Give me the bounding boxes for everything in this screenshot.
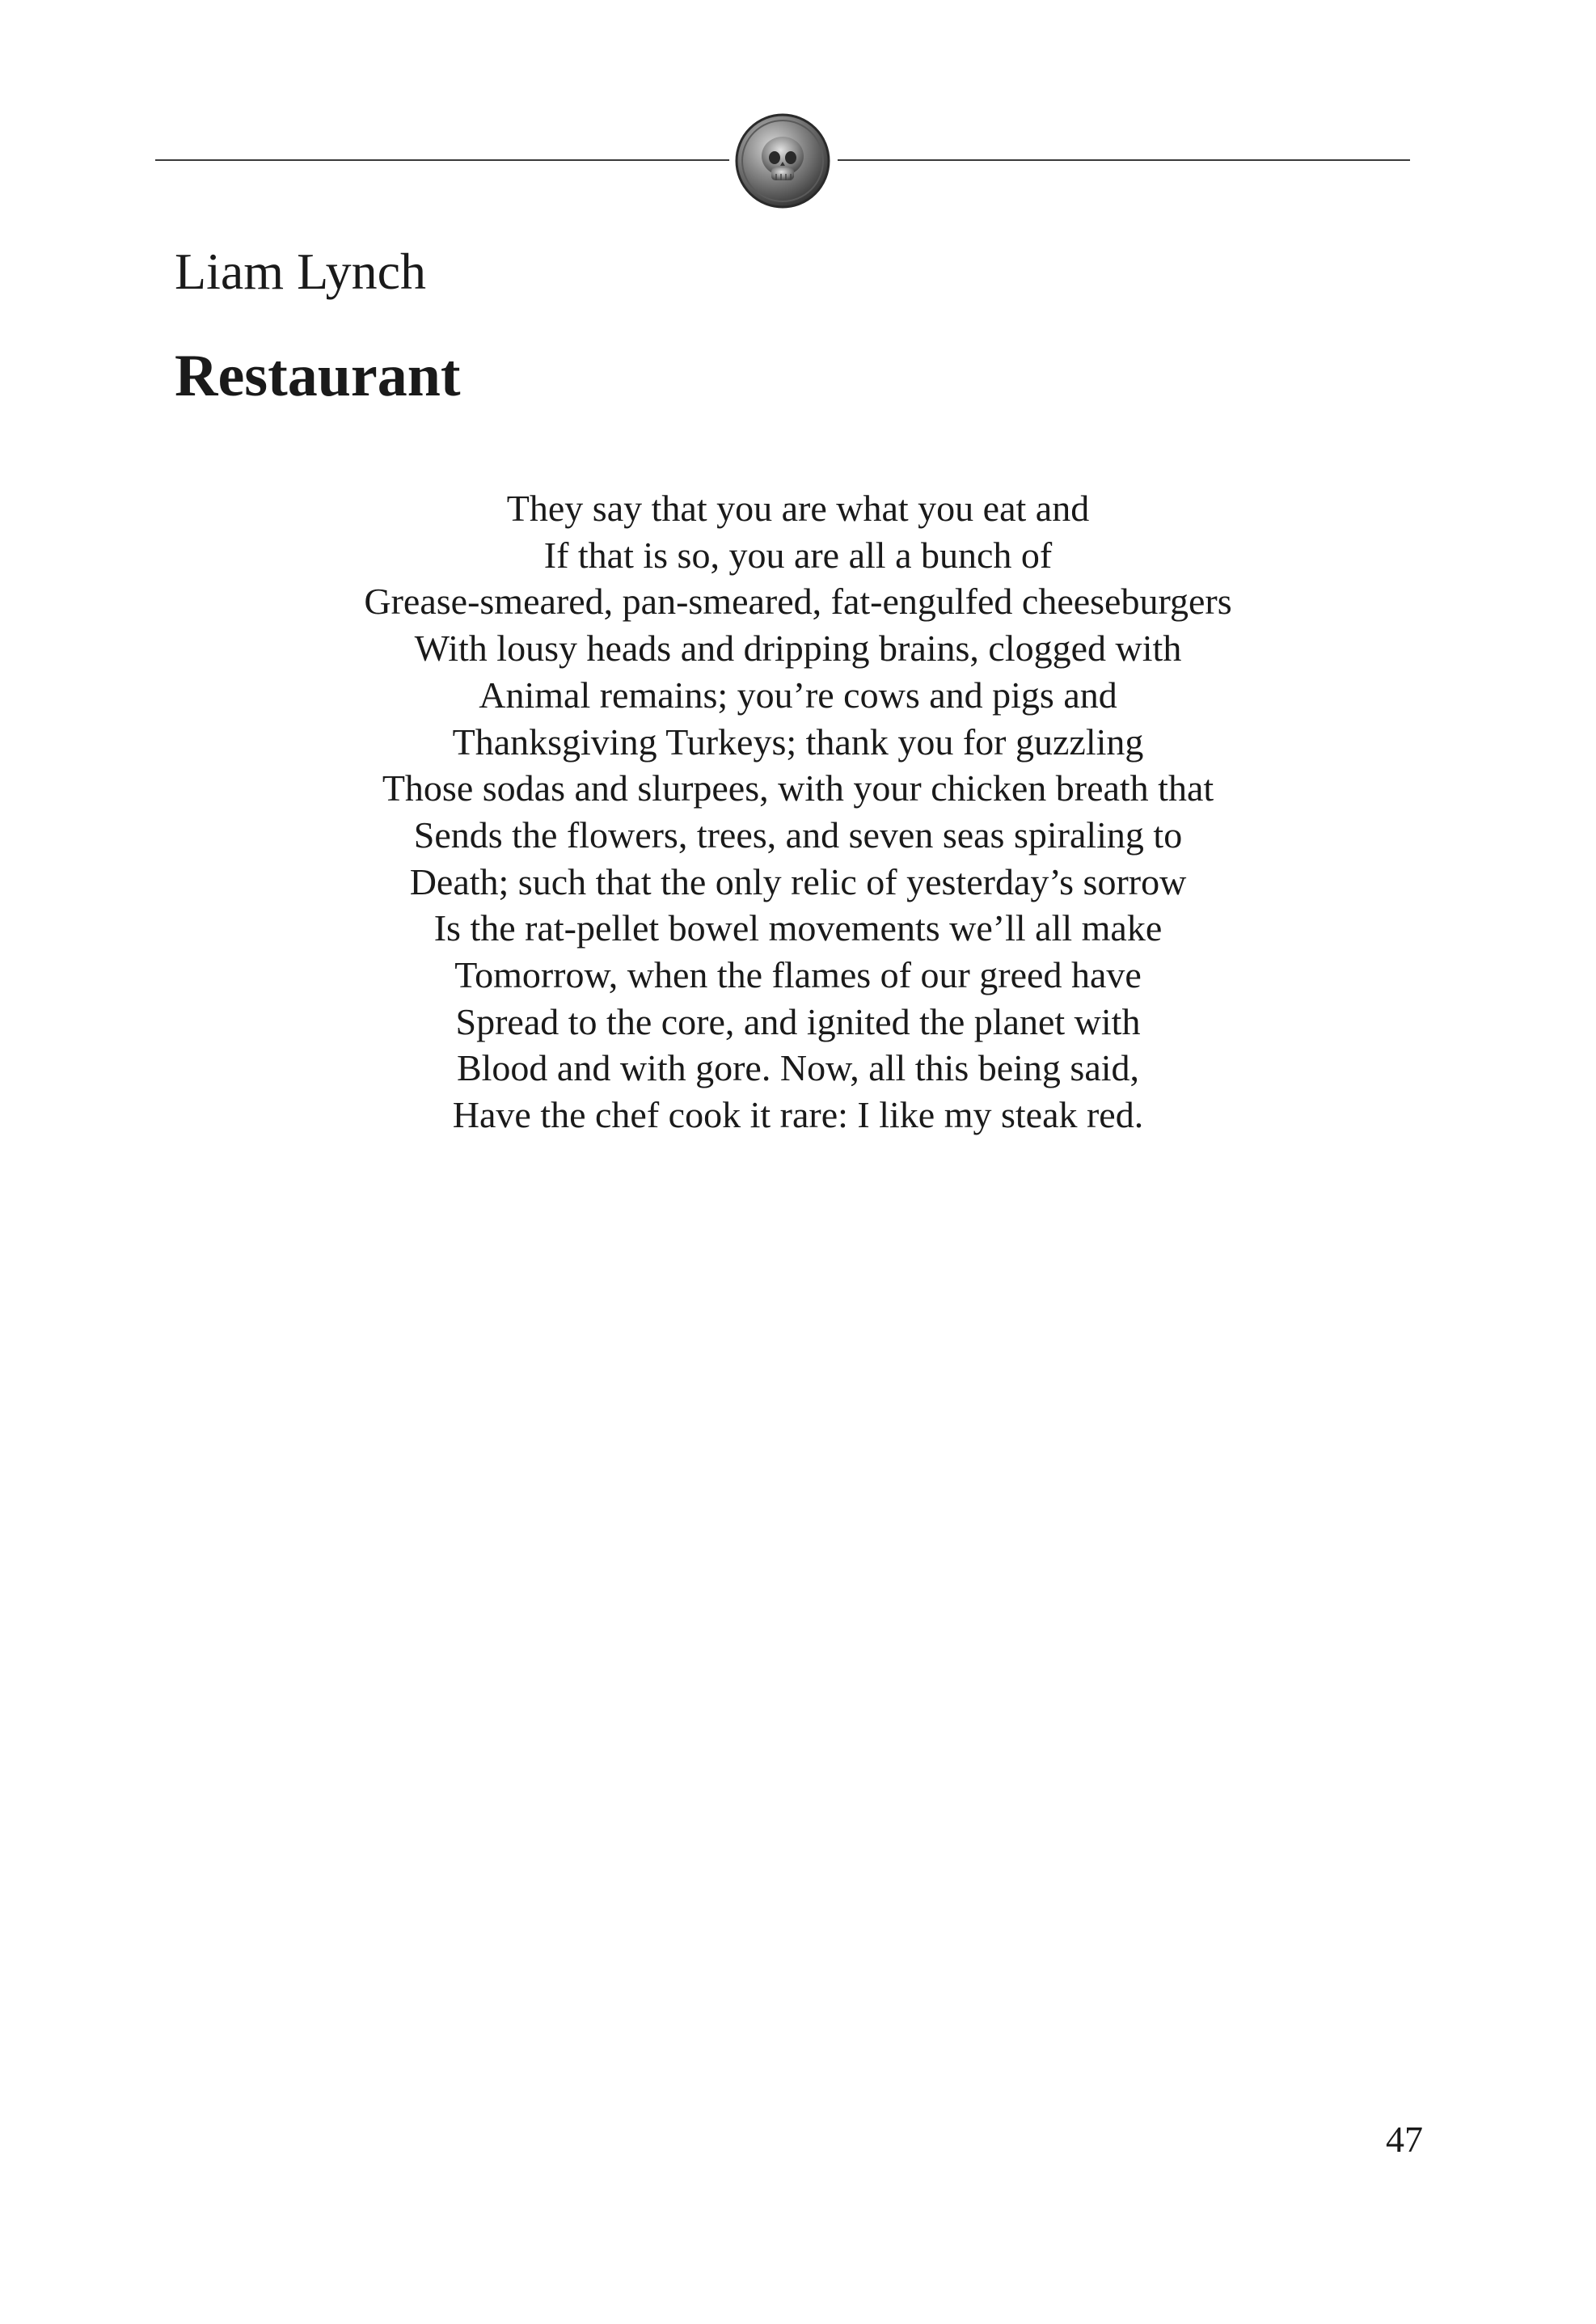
poem-line: With lousy heads and dripping brains, clogged with xyxy=(414,627,1182,670)
poem-line: Grease-smeared, pan-smeared, fat-engulfed cheeseburgers xyxy=(364,581,1232,623)
poem-line: Sends the flowers, trees, and seven seas spiraling to xyxy=(413,813,1183,856)
author-name: Liam Lynch xyxy=(175,243,427,300)
poem-line: Death; such that the only relic of yesterday’s sorrow xyxy=(409,860,1187,902)
poem-line: Spread to the core, and ignited the planet with xyxy=(455,1000,1141,1042)
poem-line: Those sodas and slurpees, with your chicken breath that xyxy=(382,767,1214,809)
poem-line: They say that you are what you eat and xyxy=(506,488,1090,529)
poem-line: Is the rat-pellet bowel movements we’ll all make xyxy=(433,907,1163,949)
poem-line: Thanksgiving Turkeys; thank you for guzzling xyxy=(452,720,1144,763)
poem-line: Blood and with gore. Now, all this being said, xyxy=(456,1047,1140,1089)
poem-body xyxy=(243,485,1353,1139)
header-rule-right xyxy=(838,159,1410,161)
header-rule-left xyxy=(155,159,729,161)
skull-medallion-icon xyxy=(734,112,831,209)
poem-line: If that is so, you are all a bunch of xyxy=(543,534,1053,576)
poem-line: Tomorrow, when the flames of our greed have xyxy=(454,954,1142,996)
page-number: 47 xyxy=(1386,2119,1423,2160)
poem-line: Animal remains; you’re cows and pigs and xyxy=(479,674,1117,716)
poem-title: Restaurant xyxy=(175,343,461,409)
poem-line: Have the chef cook it rare: I like my steak red. xyxy=(452,1094,1144,1136)
